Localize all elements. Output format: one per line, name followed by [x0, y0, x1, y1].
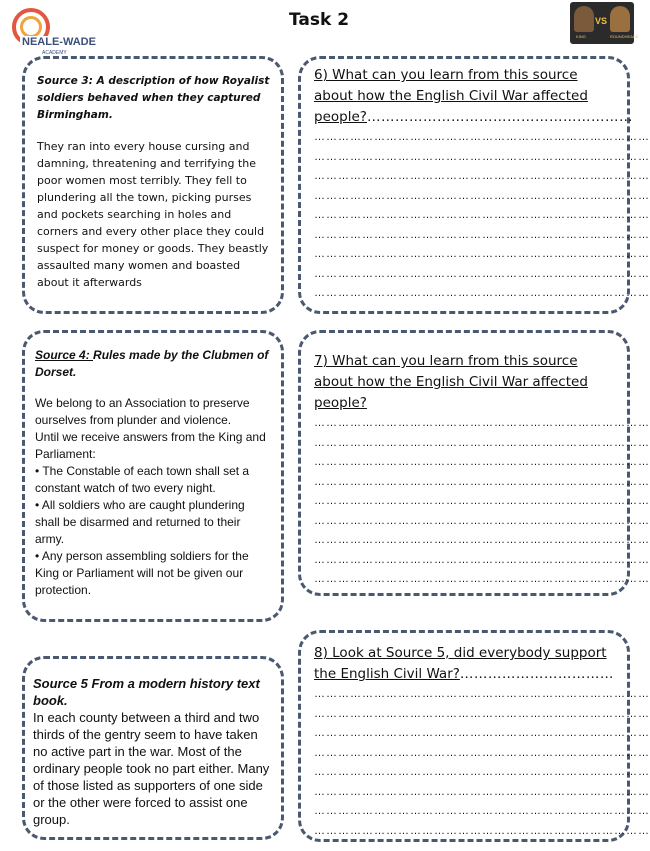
q7-answer-line[interactable]: ………………………………………………………………………… — [314, 495, 650, 507]
q7-answer-line[interactable]: ………………………………………………………………………… — [314, 553, 650, 566]
question-7-box — [298, 330, 650, 596]
q6-answer-line[interactable]: ………………………………………………………………………… — [314, 228, 650, 241]
logo-subtitle: ACADEMY — [42, 50, 67, 56]
source-5-box — [22, 656, 284, 840]
q8-answer-line[interactable]: ………………………………………………………………………… — [314, 824, 650, 837]
question-8-answer-lines[interactable] — [314, 685, 650, 841]
question-6-text — [314, 65, 633, 128]
roundhead-figure-icon — [610, 6, 630, 32]
question-6-prompt: 6) What can you learn from this source about how the English Civil War affected people? — [314, 67, 588, 125]
source-4-body: We belong to an Association to preserve ourselves from plunder and violence. Until we receive answers from the King and Parliament: • The Constable of each town shall set a constant watch of two every night. • All soldiers who are caught plundering shall be disarmed and returned to their army. • Any person assembling soldiers for the King or Parliament will not be given our protection. — [35, 396, 266, 597]
q7-answer-line[interactable]: ………………………………………………………………………… — [314, 514, 650, 527]
question-6-box — [298, 56, 650, 314]
q7-answer-line[interactable]: ………………………………………………………………………… — [314, 436, 650, 449]
q8-answer-line[interactable]: ………………………………………………………………………… — [314, 805, 650, 817]
q6-answer-line[interactable]: ………………………………………………………………………… — [314, 209, 650, 221]
q8-answer-line[interactable]: ………………………………………………………………………… — [314, 785, 650, 798]
q7-answer-line[interactable]: ………………………………………………………………………… — [314, 456, 650, 468]
source-4-title: Rules made by the Clubmen of Dorset. — [35, 348, 269, 379]
source-3-body: They ran into every house cursing and damning, threatening and terrifying the poor women most terribly. They fell to plundering all the town, picking purses and pockets searching in holes and corners and every other place they could suspect for money or goods. They beastly assaulted many women and boasted about it afterwards — [37, 140, 269, 289]
logo-name: NEALE-WADE — [22, 36, 96, 48]
king-vs-roundheads-image — [570, 2, 639, 44]
question-6-answer-lines[interactable] — [314, 128, 650, 304]
q8-answer-line[interactable]: ………………………………………………………………………… — [314, 727, 650, 739]
source-3-box — [22, 56, 284, 314]
q6-answer-line[interactable]: ………………………………………………………………………… — [314, 287, 650, 299]
q8-answer-line[interactable]: ………………………………………………………………………… — [314, 746, 650, 759]
q6-answer-line[interactable]: ………………………………………………………………………… — [314, 267, 650, 280]
question-6-inline-answer[interactable]: ………………………………………………… — [366, 109, 633, 125]
page-title: Task 2 — [288, 10, 350, 30]
q7-answer-line[interactable]: ………………………………………………………………………… — [314, 534, 650, 546]
q8-answer-line[interactable]: ………………………………………………………………………… — [314, 707, 650, 720]
q7-answer-line[interactable]: ………………………………………………………………………… — [314, 573, 650, 585]
question-8-inline-answer[interactable]: …………………………… — [459, 666, 614, 682]
q8-answer-line[interactable]: ………………………………………………………………………… — [314, 688, 650, 700]
question-8-box — [298, 630, 650, 842]
question-8-text — [314, 643, 617, 685]
q6-answer-line[interactable]: ………………………………………………………………………… — [314, 150, 650, 163]
badge-right-label: ROUNDHEADS — [610, 34, 639, 39]
q7-answer-line[interactable]: ………………………………………………………………………… — [314, 417, 650, 429]
q6-answer-line[interactable]: ………………………………………………………………………… — [314, 248, 650, 260]
q7-answer-line[interactable]: ………………………………………………………………………… — [314, 475, 650, 488]
question-7-text — [314, 351, 617, 414]
source-4-box — [22, 330, 284, 622]
badge-left-label: KING — [576, 34, 586, 39]
question-7-prompt: 7) What can you learn from this source about how the English Civil War affected people? — [314, 353, 588, 411]
king-figure-icon — [574, 6, 594, 32]
source-5-heading: Source 5 From a modern history text book. — [33, 676, 260, 708]
question-8-prompt: 8) Look at Source 5, did everybody support the English Civil War? — [314, 645, 607, 682]
q6-answer-line[interactable]: ………………………………………………………………………… — [314, 131, 650, 143]
q6-answer-line[interactable]: ………………………………………………………………………… — [314, 189, 650, 202]
source-4-heading — [35, 347, 271, 381]
source-3-heading: Source 3: A description of how Royalist soldiers behaved when they captured Birmingham. — [37, 75, 270, 121]
source-4-label: Source 4: — [35, 348, 94, 362]
q8-answer-line[interactable]: ………………………………………………………………………… — [314, 766, 650, 778]
source-5-body: In each county between a third and two thirds of the gentry seem to have taken no active part in the war. Most of the ordinary people took no part either. Many of those listed as supporters of one side or the other were forced to assist one group. — [33, 710, 270, 827]
versus-label: VS — [595, 16, 608, 26]
q6-answer-line[interactable]: ………………………………………………………………………… — [314, 170, 650, 182]
question-7-answer-lines[interactable] — [314, 414, 650, 590]
